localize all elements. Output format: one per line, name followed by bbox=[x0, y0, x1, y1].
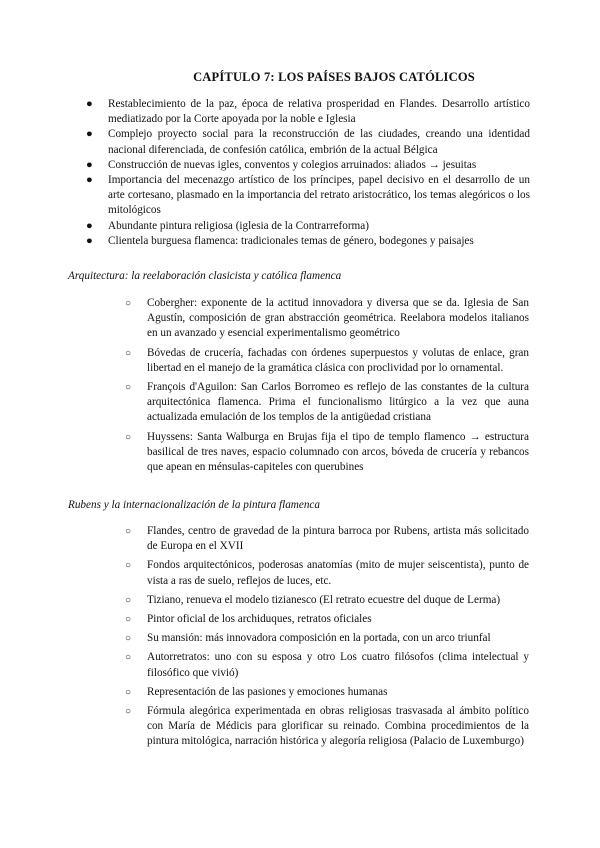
list-item bbox=[125, 612, 529, 627]
intro-bullet-list bbox=[86, 97, 530, 249]
list-item-text: Fórmula alegórica experimentada en obras religiosas trasvasada al ámbito político con María de Médicis para glorificar su reinado. Combina procedimientos de la pintura mitológica, narración histórica y alegoría religiosa (Palacio de Luxemburgo) bbox=[147, 705, 529, 748]
hollow-bullet-icon: ○ bbox=[125, 560, 132, 572]
intro-bullet-text: Complejo proyecto social para la reconstrucción de las ciudades, creando una identidad nacional diferenciada, de confesión católica, embrión de la actual Bélgica bbox=[108, 128, 530, 156]
list-item bbox=[125, 558, 529, 588]
hollow-bullet-icon: ○ bbox=[125, 686, 132, 698]
hollow-bullet-icon: ○ bbox=[125, 347, 132, 359]
intro-bullet-item bbox=[86, 234, 530, 249]
hollow-bullet-icon: ○ bbox=[125, 526, 132, 537]
intro-bullet-item bbox=[86, 97, 530, 127]
hollow-bullet-icon: ○ bbox=[125, 431, 132, 443]
intro-bullet-text: Restablecimiento de la paz, época de relativa prosperidad en Flandes. Desarrollo artístico mediatizado por la Corte apoyada por la noble e Iglesia bbox=[108, 98, 530, 126]
list-item bbox=[125, 593, 529, 608]
bullet-icon: ● bbox=[86, 234, 93, 247]
list-item bbox=[125, 650, 529, 680]
bullet-icon: ● bbox=[86, 98, 93, 110]
hollow-bullet-icon: ○ bbox=[125, 298, 132, 309]
intro-bullet-item bbox=[86, 173, 530, 219]
rubens-list bbox=[125, 524, 529, 754]
list-item-text: Bóvedas de crucería, fachadas con órdenes superpuestos y volutas de enlace, gran libertad en el manejo de la gramática clásica con proclividad por lo ornamental. bbox=[147, 346, 529, 374]
list-item-text: Cobergher: exponente de la actitud innovadora y diversa que se da. Iglesia de San Agustín, composición de gran abstracción geométrica. Reelabora modelos italianos en un avanzado y esencial experimentalismo geométrico bbox=[147, 297, 529, 340]
list-item-text: Tiziano, renueva el modelo tizianesco (El retrato ecuestre del duque de Lerma) bbox=[147, 593, 501, 606]
hollow-bullet-icon: ○ bbox=[125, 706, 132, 718]
section-heading-arquitectura: Arquitectura: la reelaboración clasicista y católica flamenca bbox=[68, 270, 342, 282]
bullet-icon: ● bbox=[86, 158, 93, 171]
list-item-text: Flandes, centro de gravedad de la pintura barroca por Rubens, artista más solicitado de Europa en el XVII bbox=[147, 525, 529, 553]
list-item bbox=[125, 380, 529, 426]
list-item bbox=[125, 704, 529, 750]
intro-bullet-item bbox=[86, 219, 530, 234]
list-item bbox=[125, 631, 529, 646]
intro-bullet-item bbox=[86, 158, 530, 173]
list-item-text: Autorretratos: uno con su esposa y otro Los cuatro filósofos (clima intelectual y filosófico que vivió) bbox=[147, 651, 529, 679]
list-item bbox=[125, 430, 529, 476]
hollow-bullet-icon: ○ bbox=[125, 594, 132, 606]
hollow-bullet-icon: ○ bbox=[125, 633, 132, 645]
intro-bullet-text: Importancia del mecenazgo artístico de los príncipes, papel decisivo en el desarrollo de un arte cortesano, plasmado en la importancia del retrato aristocrático, los temas alegóricos o los mitológicos bbox=[108, 174, 530, 217]
list-item bbox=[125, 685, 529, 700]
list-item bbox=[125, 296, 529, 342]
intro-bullet-text: Abundante pintura religiosa (iglesia de la Contrarreforma) bbox=[108, 219, 369, 232]
hollow-bullet-icon: ○ bbox=[125, 382, 132, 394]
intro-bullet-text: Clientela burguesa flamenca: tradicionales temas de género, bodegones y paisajes bbox=[108, 234, 474, 247]
list-item-text: Pintor oficial de los archiduques, retratos oficiales bbox=[147, 613, 372, 626]
list-item-text: François d'Aguilon: San Carlos Borromeo es reflejo de las constantes de la cultura arquitectónica flamenca. Prima el funcionalismo litúrgico a la vez que auna actualizada emulación de los templos de la antigüedad cristiana bbox=[147, 381, 529, 424]
list-item-text: Representación de las pasiones y emociones humanas bbox=[147, 685, 388, 698]
intro-bullet-item bbox=[86, 127, 530, 157]
section-heading-rubens: Rubens y la internacionalización de la pintura flamenca bbox=[68, 499, 320, 511]
intro-bullet-text: Construcción de nuevas igles, conventos y colegios arruinados: aliados → jesuitas bbox=[108, 158, 477, 171]
chapter-title: CAPÍTULO 7: LOS PAÍSES BAJOS CATÓLICOS bbox=[193, 70, 475, 84]
bullet-icon: ● bbox=[86, 219, 93, 232]
list-item-text: Fondos arquitectónicos, poderosas anatomías (mito de mujer seiscentista), punto de vista a ras de suelo, reflejos de luces, etc. bbox=[147, 559, 529, 587]
list-item bbox=[125, 524, 529, 554]
arquitectura-list bbox=[125, 296, 529, 479]
list-item bbox=[125, 346, 529, 376]
list-item-text: Huyssens: Santa Walburga en Brujas fija el tipo de templo flamenco → estructura basilical de tres naves, espacio columnado con arcos, bóveda de crucería y rebancos que apean en ménsulas-capiteles con querubines bbox=[147, 430, 529, 474]
bullet-icon: ● bbox=[86, 128, 93, 141]
hollow-bullet-icon: ○ bbox=[125, 614, 132, 626]
list-item-text: Su mansión: más innovadora composición en la portada, con un arco triunfal bbox=[147, 632, 491, 645]
bullet-icon: ● bbox=[86, 174, 93, 187]
hollow-bullet-icon: ○ bbox=[125, 652, 132, 664]
